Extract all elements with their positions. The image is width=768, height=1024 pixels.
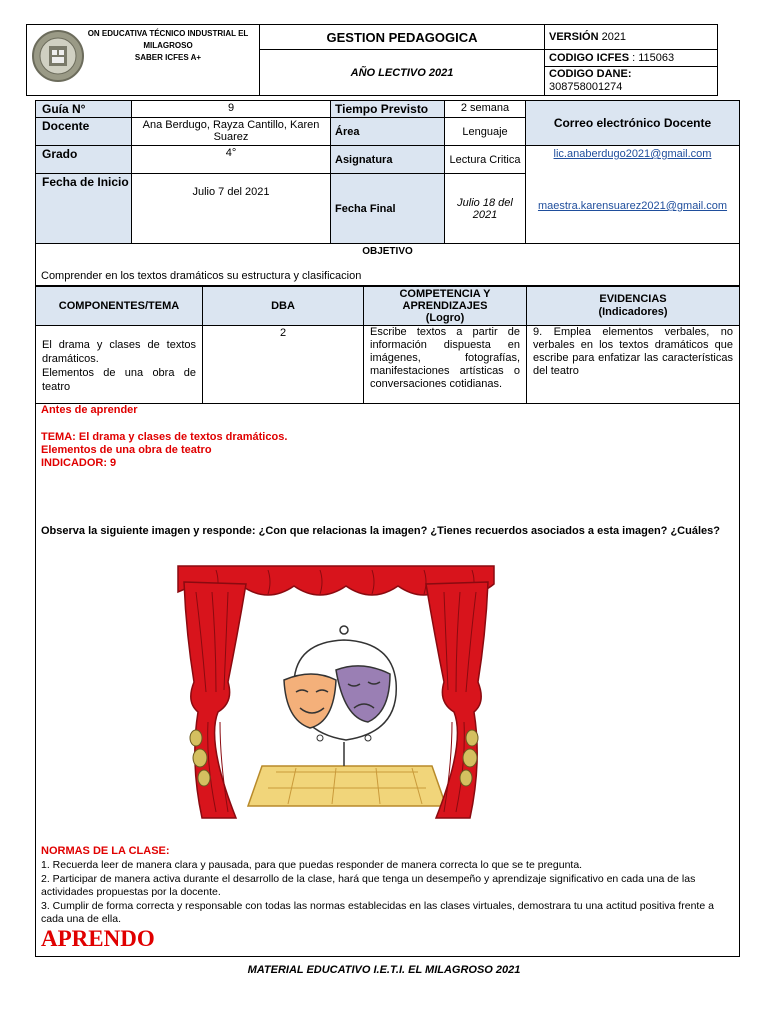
elementos-heading: Elementos de una obra de teatro	[41, 444, 212, 456]
asignatura-label: Asignatura	[331, 146, 445, 174]
objetivo-label: OBJETIVO	[362, 246, 413, 257]
guia-label: Guía N°	[36, 101, 132, 118]
institution-name-2: MILAGROSO	[143, 41, 193, 50]
tema-heading: TEMA: El drama y clases de textos dramáticos.	[41, 431, 288, 443]
icfes-value: : 115063	[632, 52, 675, 64]
normas-heading: NORMAS DE LA CLASE:	[41, 845, 170, 857]
objetivo-text: Comprender en los textos dramáticos su estructura y clasificacion	[41, 270, 362, 282]
grado-label: Grado	[36, 146, 132, 174]
fecha-final-label: Fecha Final	[331, 174, 445, 244]
theater-stage-image	[176, 562, 496, 834]
evidencias-text: 9. Emplea elementos verbales, no verbales en los textos dramáticos que escribe para enfatizar las características del teatro	[527, 326, 740, 404]
fecha-inicio-label: Fecha de Inicio	[36, 174, 132, 244]
competencia-text: Escribe textos a partir de información dispuesta en imágenes, fotografías, manifestaciones artísticas o conversaciones cotidianas.	[364, 326, 527, 404]
aprendo-heading: APRENDO	[41, 926, 155, 951]
dba-value: 2	[203, 326, 364, 404]
components-table	[35, 286, 740, 404]
tiempo-label: Tiempo Previsto	[331, 101, 445, 118]
saber-icfes: SABER ICFES A+	[134, 53, 202, 62]
email-karen-link[interactable]: maestra.karensuarez2021@gmail.com	[537, 200, 728, 212]
dba-header: DBA	[203, 287, 364, 326]
question-text: Observa la siguiente imagen y responde: ¿Con que relacionas la imagen? ¿Tienes recuerdos asociados a esta imagen? ¿Cuáles?	[41, 525, 720, 537]
version-label: VERSIÓN	[549, 31, 599, 43]
docente-label: Docente	[36, 118, 132, 146]
indicadores-header: (Indicadores)	[598, 306, 668, 318]
guia-value: 9	[132, 101, 331, 118]
area-label: Área	[331, 118, 445, 146]
school-logo	[31, 29, 85, 86]
info-table	[35, 100, 740, 286]
correo-label: Correo electrónico Docente	[526, 101, 740, 146]
antes-heading: Antes de aprender	[41, 404, 138, 416]
componentes-header: COMPONENTES/TEMA	[36, 287, 203, 326]
norma-3: 3. Cumplir de forma correcta y responsable con todas las normas establecidas en las clases virtuales, demostrara tu una actitud positiva frente a cada una de ella.	[41, 899, 714, 925]
email-ana-link[interactable]: lic.anaberdugo2021@gmail.com	[553, 148, 712, 160]
componente-tema-1: El drama y clases de textos dramáticos.	[42, 339, 196, 365]
institution-name-1: ON EDUCATIVA TÉCNICO INDUSTRIAL EL	[87, 29, 249, 38]
tiempo-value: 2 semana	[445, 101, 526, 118]
fecha-final-value: Julio 18 del 2021	[445, 174, 526, 244]
norma-1: 1. Recuerda leer de manera clara y pausada, para que puedas responder de manera correcta lo que se te pregunta.	[41, 859, 583, 871]
dane-value: 308758001274	[549, 81, 623, 93]
componente-tema-2: Elementos de una obra de teatro	[42, 367, 196, 393]
dane-label: CODIGO DANE:	[549, 68, 632, 80]
asignatura-value: Lectura Critica	[445, 146, 526, 174]
grado-value: 4°	[132, 146, 331, 174]
fecha-inicio-value: Julio 7 del 2021	[132, 174, 331, 244]
header-table	[26, 24, 718, 96]
version-value: 2021	[601, 31, 627, 43]
area-value: Lenguaje	[445, 118, 526, 146]
docente-value: Ana Berdugo, Rayza Cantillo, Karen Suarez	[132, 118, 331, 146]
evidencias-header: EVIDENCIAS	[599, 293, 667, 305]
ano-lectivo: AÑO LECTIVO 2021	[260, 50, 545, 96]
gestion-title: GESTION PEDAGOGICA	[260, 25, 545, 50]
logro-header: (Logro)	[425, 312, 465, 324]
footer-text: MATERIAL EDUCATIVO I.E.T.I. EL MILAGROSO 2021	[247, 964, 521, 976]
norma-2: 2. Participar de manera activa durante el desarrollo de la clase, hará que tenga un desempeño y aprendizaje significativo en cada una de las actividades propuestas por la docente.	[41, 872, 696, 898]
competencia-header: COMPETENCIA Y APRENDIZAJES	[399, 288, 491, 312]
icfes-label: CODIGO ICFES	[549, 52, 630, 64]
indicador-heading: INDICADOR: 9	[41, 457, 117, 469]
